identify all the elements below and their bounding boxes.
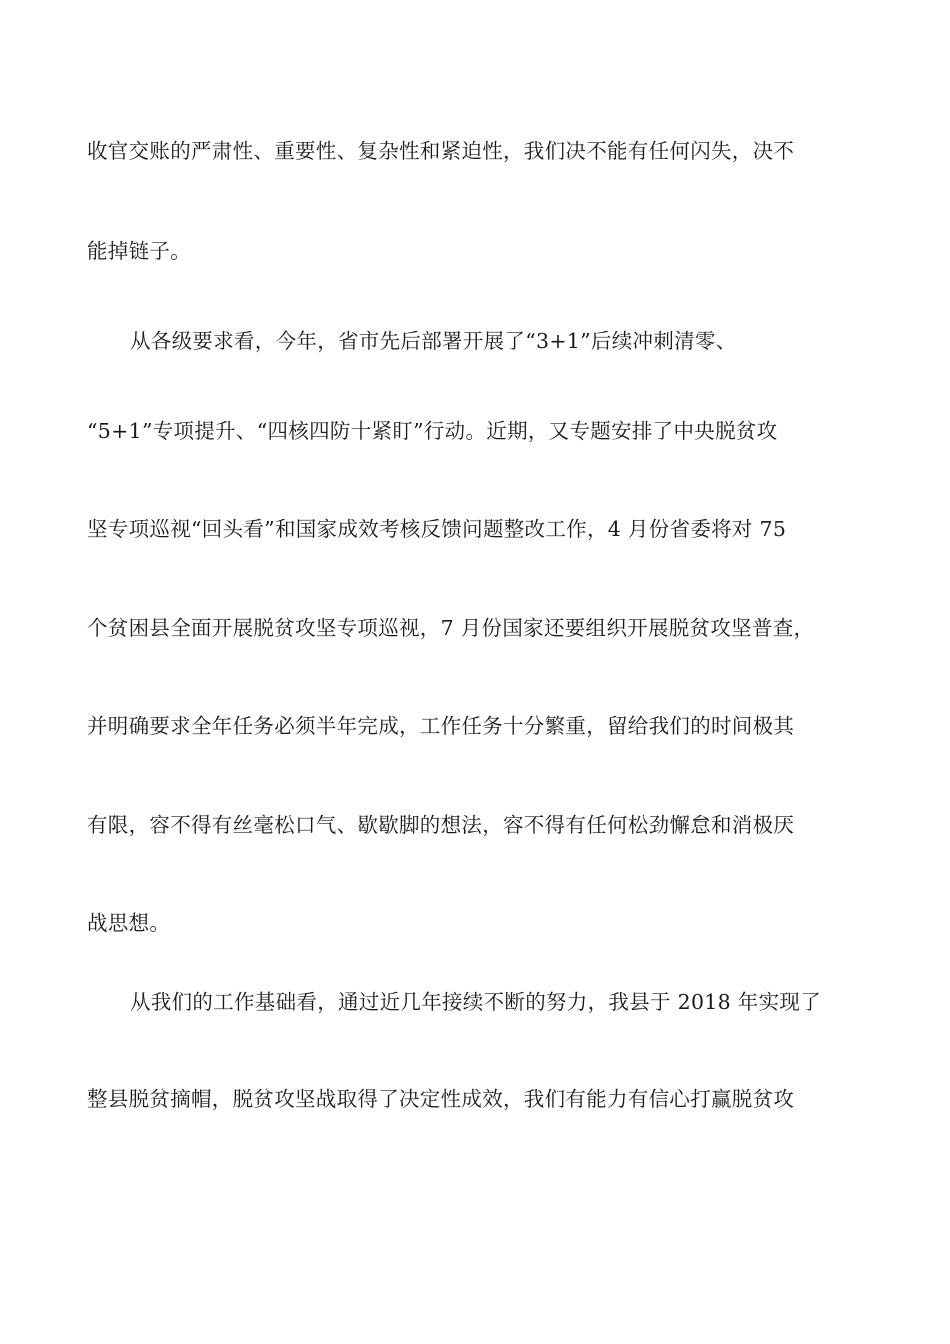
- text-line-7: 并明确要求全年任务必须半年完成，工作任务十分繁重，留给我们的时间极其: [87, 714, 795, 738]
- paragraph-start-line: 从各级要求看，今年，省市先后部署开展了“3+1”后续冲刺清零、: [130, 329, 737, 353]
- text-line-1: 收官交账的严肃性、重要性、复杂性和紧迫性，我们决不能有任何闪失，决不: [87, 139, 795, 163]
- text-line-2: 能掉链子。: [87, 239, 191, 263]
- text-line-5: 坚专项巡视“回头看”和国家成效考核反馈问题整改工作，4 月份省委将对 75: [87, 517, 787, 541]
- text-line-4: “5+1”专项提升、“四核四防十紧盯”行动。近期，又专题安排了中央脱贫攻: [87, 419, 778, 443]
- text-line-6: 个贫困县全面开展脱贫攻坚专项巡视，7 月份国家还要组织开展脱贫攻坚普查，: [87, 616, 815, 640]
- text-line-8: 有限，容不得有丝毫松口气、歇歇脚的想法，容不得有任何松劲懈怠和消极厌: [87, 813, 795, 837]
- paragraph-start-line: 从我们的工作基础看，通过近几年接续不断的努力，我县于 2018 年实现了: [130, 990, 822, 1014]
- text-line-9: 战思想。: [87, 911, 171, 935]
- text-line-11: 整县脱贫摘帽，脱贫攻坚战取得了决定性成效，我们有能力有信心打赢脱贫攻: [87, 1087, 795, 1111]
